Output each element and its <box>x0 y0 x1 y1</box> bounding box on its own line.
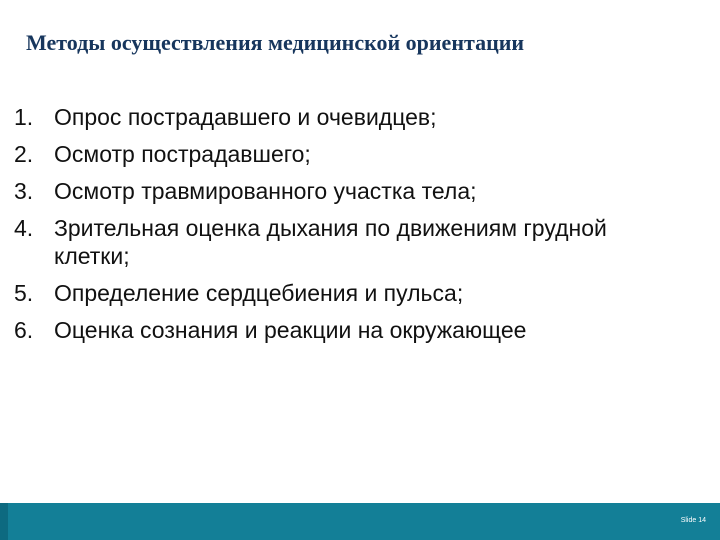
list-item-text: Зрительная оценка дыхания по движениям грудной клетки; <box>54 215 607 269</box>
list-item-text: Опрос пострадавшего и очевидцев; <box>54 104 437 130</box>
list-item <box>14 316 674 344</box>
list-item <box>14 103 674 131</box>
list-item-number: 4. <box>14 215 34 241</box>
list-item <box>14 279 674 307</box>
footer-bar <box>0 503 720 540</box>
methods-list <box>14 103 674 353</box>
list-item-number: 2. <box>14 141 34 167</box>
list-item <box>14 140 674 168</box>
list-item-number: 5. <box>14 280 34 306</box>
list-item-number: 1. <box>14 104 34 130</box>
footer-accent <box>0 503 8 540</box>
list-item-number: 6. <box>14 317 34 343</box>
list-item <box>14 214 674 270</box>
list-item <box>14 177 674 205</box>
slide-number: Slide 14 <box>680 517 706 524</box>
list-item-text: Оценка сознания и реакции на окружающее <box>54 317 527 343</box>
list-item-text: Осмотр пострадавшего; <box>54 141 311 167</box>
list-item-text: Осмотр травмированного участка тела; <box>54 178 477 204</box>
slide-title: Методы осуществления медицинской ориентации <box>26 30 525 55</box>
list-item-text: Определение сердцебиения и пульса; <box>54 280 464 306</box>
list-item-number: 3. <box>14 178 34 204</box>
